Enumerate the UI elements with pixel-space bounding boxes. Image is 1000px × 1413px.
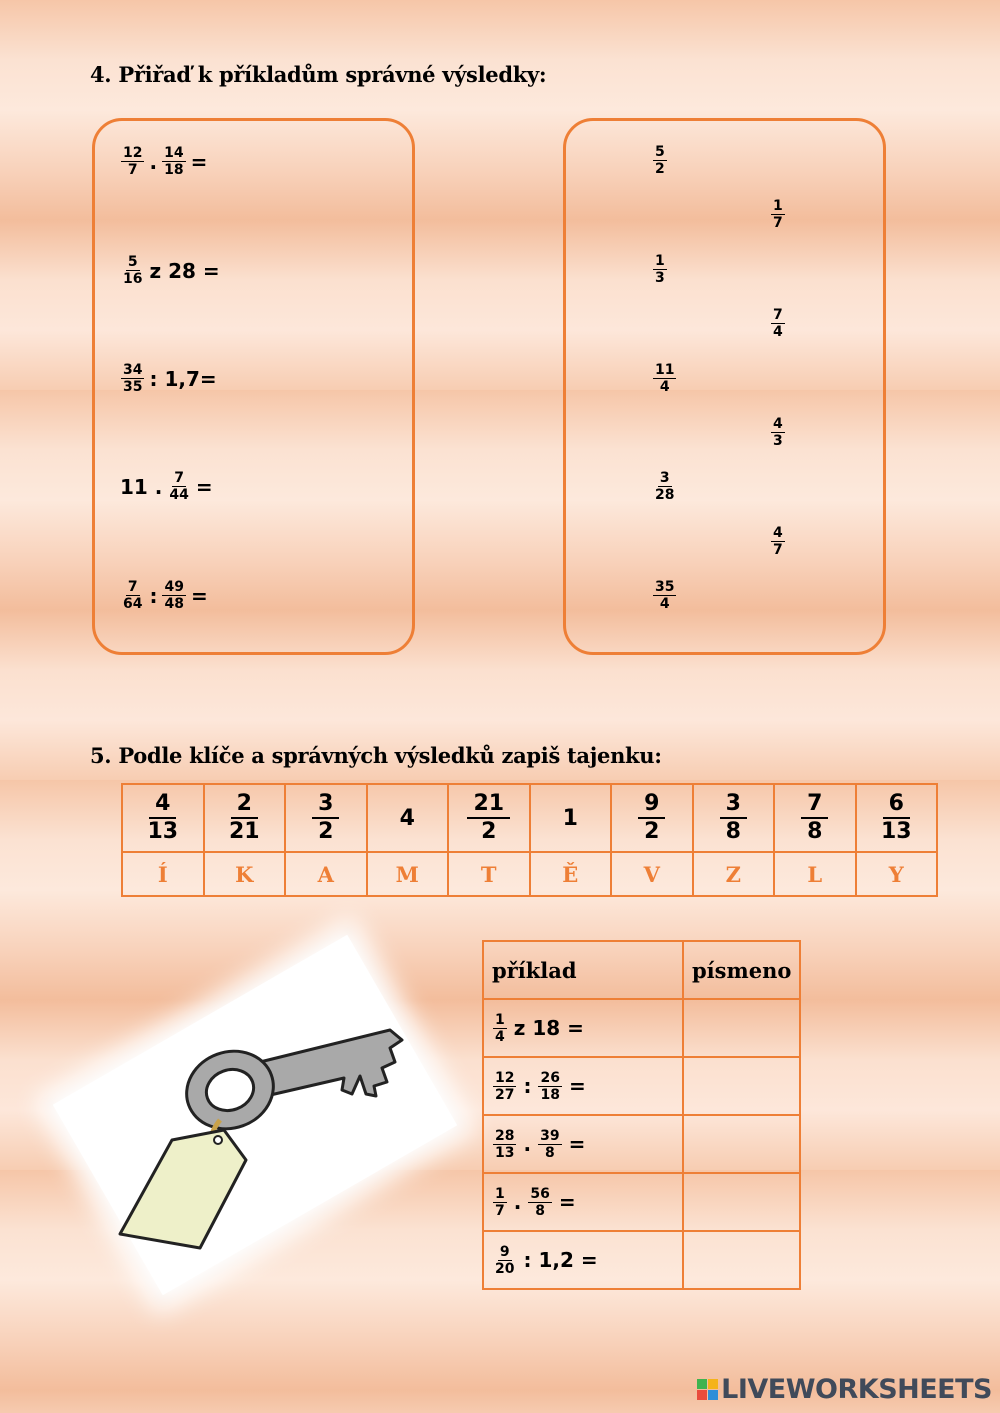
- fraction-numerator: 12: [495, 1069, 515, 1086]
- result-fraction: [771, 416, 785, 449]
- result-fraction-numerator: 1: [655, 252, 665, 269]
- fraction: [493, 1012, 507, 1045]
- key-letter-cell: Í: [122, 852, 204, 896]
- key-value-cell: [530, 784, 612, 852]
- result-item[interactable]: [652, 144, 668, 177]
- fraction: [167, 470, 190, 503]
- key-whole-number: 1: [562, 805, 578, 831]
- key-fraction-denominator: 13: [880, 819, 912, 844]
- fraction: [121, 145, 144, 178]
- fraction: [121, 362, 144, 395]
- fraction-numerator: 12: [123, 145, 143, 161]
- result-fraction: [771, 307, 785, 340]
- key-fraction-numerator: 3: [312, 791, 339, 819]
- example-expression: [492, 1070, 674, 1103]
- key-value-cell: [774, 784, 856, 852]
- exercise-item[interactable]: [120, 362, 217, 395]
- table-row: [483, 1115, 800, 1173]
- fraction-denominator: 64: [123, 596, 143, 612]
- fraction-denominator: 7: [495, 1202, 505, 1219]
- table-row: [483, 999, 800, 1057]
- key-value-cell: [693, 784, 775, 852]
- expr-prefix: 11 .: [120, 474, 163, 499]
- exercise-item[interactable]: [120, 470, 213, 503]
- key-value-cell: [856, 784, 938, 852]
- key-value-cell: [611, 784, 693, 852]
- key-fraction-numerator: 7: [801, 791, 828, 819]
- key-fraction-numerator: 6: [883, 791, 910, 819]
- exercise-item[interactable]: [120, 145, 207, 178]
- key-fraction: [801, 791, 828, 845]
- key-fraction-denominator: 2: [481, 819, 497, 844]
- result-fraction: [653, 579, 676, 612]
- expr-operator: :: [523, 1074, 532, 1098]
- fraction-denominator: 18: [540, 1086, 560, 1103]
- result-item[interactable]: [770, 416, 786, 449]
- fraction-denominator: 35: [123, 379, 143, 395]
- fraction: [538, 1070, 561, 1103]
- fraction-numerator: 14: [164, 145, 184, 161]
- exercise-item[interactable]: [120, 579, 208, 612]
- key-whole-number: 4: [399, 805, 415, 831]
- letter-answer-cell[interactable]: [683, 1057, 800, 1115]
- letter-answer-cell[interactable]: [683, 1115, 800, 1173]
- fraction-denominator: 27: [495, 1086, 515, 1103]
- result-fraction-numerator: 4: [773, 416, 783, 432]
- letter-answer-cell[interactable]: [683, 1231, 800, 1289]
- result-fraction: [653, 253, 667, 286]
- key-fraction-denominator: 8: [807, 819, 823, 844]
- key-value-cell: [448, 784, 530, 852]
- expr-operator: .: [149, 149, 158, 174]
- column-header-example: příklad: [483, 941, 683, 999]
- key-fraction: [720, 791, 747, 845]
- fraction: [121, 254, 144, 287]
- key-fraction: [638, 791, 665, 845]
- expr-equals: =: [190, 583, 208, 608]
- result-item[interactable]: [770, 307, 786, 340]
- result-fraction-denominator: 7: [773, 541, 783, 558]
- key-fraction-numerator: 4: [149, 791, 176, 819]
- result-fraction: [653, 470, 676, 503]
- result-fraction-numerator: 7: [773, 307, 783, 324]
- fraction-denominator: 4: [495, 1028, 505, 1045]
- fraction-numerator: 39: [540, 1127, 560, 1144]
- result-item[interactable]: [770, 525, 786, 558]
- results-box: [563, 118, 886, 655]
- fraction: [493, 1244, 516, 1277]
- key-value-cell: [122, 784, 204, 852]
- logo-mark-icon: [697, 1379, 718, 1400]
- expr-equals: =: [568, 1132, 586, 1156]
- fraction: [493, 1186, 507, 1219]
- key-fraction-numerator: 3: [720, 791, 747, 819]
- expr-operator: .: [513, 1190, 522, 1214]
- fraction-numerator: 49: [164, 579, 184, 595]
- liveworksheets-logo: [697, 1374, 992, 1405]
- task5-heading: 5. Podle klíče a správných výsledků zapiš tajenku:: [90, 743, 662, 768]
- example-cell: [483, 1173, 683, 1231]
- key-fraction-denominator: 8: [725, 819, 741, 844]
- fraction-denominator: 8: [535, 1202, 545, 1219]
- fraction-numerator: 7: [174, 470, 185, 486]
- key-value-cell: [285, 784, 367, 852]
- fraction-numerator: 5: [127, 254, 138, 270]
- cipher-key-table: [121, 783, 938, 897]
- key-fraction: [227, 791, 262, 845]
- fraction: [538, 1128, 561, 1161]
- result-item[interactable]: [652, 579, 677, 612]
- expr-operator: z 28 =: [149, 258, 220, 283]
- result-item[interactable]: [652, 470, 677, 503]
- fraction: [162, 579, 185, 612]
- expr-operator: .: [523, 1132, 532, 1156]
- key-letter-cell: M: [367, 852, 449, 896]
- result-fraction-numerator: 3: [659, 470, 670, 487]
- result-fraction-denominator: 4: [659, 378, 670, 395]
- example-expression: [492, 1128, 674, 1161]
- key-fraction: [467, 791, 510, 845]
- fraction: [528, 1186, 551, 1219]
- table-row: [483, 1057, 800, 1115]
- table-row: [483, 1173, 800, 1231]
- expr-operator: z 18 =: [513, 1016, 584, 1040]
- key-letter-cell: T: [448, 852, 530, 896]
- result-fraction-denominator: 4: [659, 596, 670, 613]
- key-letter-cell: V: [611, 852, 693, 896]
- fraction-denominator: 16: [123, 271, 143, 287]
- expr-operator: : 1,7=: [149, 366, 217, 391]
- result-fraction-denominator: 28: [655, 487, 675, 504]
- example-expression: [492, 1012, 674, 1045]
- key-fraction-denominator: 2: [644, 819, 660, 844]
- key-illustration-icon: [90, 990, 420, 1290]
- result-fraction: [771, 525, 785, 558]
- result-fraction: [771, 198, 785, 231]
- letter-answer-cell[interactable]: [683, 1173, 800, 1231]
- example-cell: [483, 1057, 683, 1115]
- fraction: [493, 1070, 516, 1103]
- result-fraction-denominator: 4: [773, 324, 783, 341]
- key-fraction-numerator: 9: [638, 791, 665, 819]
- example-expression: [492, 1186, 674, 1219]
- letter-answer-cell[interactable]: [683, 999, 800, 1057]
- expr-operator: : 1,2 =: [523, 1248, 598, 1272]
- expr-equals: =: [195, 474, 213, 499]
- fraction-numerator: 9: [499, 1243, 510, 1260]
- result-fraction: [653, 144, 667, 177]
- result-fraction-denominator: 2: [655, 161, 665, 177]
- example-expression: [492, 1244, 674, 1277]
- fraction-numerator: 7: [127, 579, 138, 595]
- expr-equals: =: [568, 1074, 586, 1098]
- key-fraction-denominator: 21: [228, 819, 260, 844]
- result-fraction-numerator: 5: [655, 144, 665, 160]
- key-value-cell: [204, 784, 286, 852]
- fraction-numerator: 1: [495, 1185, 505, 1202]
- exercise-item[interactable]: [120, 254, 220, 287]
- fraction: [121, 579, 144, 612]
- key-letter-cell: A: [285, 852, 367, 896]
- logo-text: LIVEWORKSHEETS: [721, 1374, 992, 1405]
- fraction-denominator: 8: [544, 1144, 555, 1161]
- column-header-letter: písmeno: [683, 941, 800, 999]
- fraction-numerator: 34: [123, 362, 143, 378]
- result-fraction-numerator: 4: [773, 524, 783, 541]
- fraction-denominator: 7: [127, 162, 138, 178]
- task4-heading: 4. Přiřaď k příkladům správné výsledky:: [90, 62, 547, 87]
- fraction-numerator: 26: [540, 1069, 560, 1086]
- result-item[interactable]: [770, 198, 786, 231]
- key-letter-cell: K: [204, 852, 286, 896]
- key-letter-cell: Y: [856, 852, 938, 896]
- key-letter-cell: L: [774, 852, 856, 896]
- key-fraction: [145, 791, 180, 845]
- expr-operator: :: [149, 583, 158, 608]
- fraction-numerator: 56: [530, 1185, 550, 1202]
- key-letter-cell: Ě: [530, 852, 612, 896]
- fraction-denominator: 48: [164, 596, 184, 612]
- fraction-denominator: 13: [495, 1144, 515, 1161]
- fraction-denominator: 20: [495, 1260, 515, 1277]
- example-cell: [483, 999, 683, 1057]
- fraction-numerator: 1: [495, 1011, 505, 1028]
- fraction: [493, 1128, 516, 1161]
- result-fraction-denominator: 7: [773, 215, 783, 232]
- example-cell: [483, 1231, 683, 1289]
- answer-table: [482, 940, 801, 1290]
- fraction: [162, 145, 185, 178]
- key-value-cell: [367, 784, 449, 852]
- key-fraction: [312, 791, 339, 845]
- expr-equals: =: [190, 149, 208, 174]
- key-fraction: [879, 791, 914, 845]
- key-fraction-denominator: 2: [318, 819, 334, 844]
- example-cell: [483, 1115, 683, 1173]
- result-fraction-denominator: 3: [655, 269, 665, 286]
- fraction-denominator: 44: [169, 487, 189, 503]
- key-fraction-denominator: 13: [147, 819, 179, 844]
- result-item[interactable]: [652, 253, 668, 286]
- key-fraction-numerator: 2: [231, 791, 258, 819]
- expr-equals: =: [558, 1190, 576, 1214]
- result-fraction-numerator: 1: [773, 198, 783, 215]
- result-fraction: [653, 362, 676, 395]
- fraction-denominator: 18: [164, 162, 184, 178]
- key-letter-cell: Z: [693, 852, 775, 896]
- result-fraction-denominator: 3: [773, 433, 783, 449]
- result-item[interactable]: [652, 362, 677, 395]
- fraction-numerator: 28: [495, 1127, 515, 1144]
- key-fraction-numerator: 21: [467, 791, 510, 819]
- result-fraction-numerator: 11: [655, 361, 675, 378]
- table-row: [483, 1231, 800, 1289]
- result-fraction-numerator: 35: [655, 579, 675, 596]
